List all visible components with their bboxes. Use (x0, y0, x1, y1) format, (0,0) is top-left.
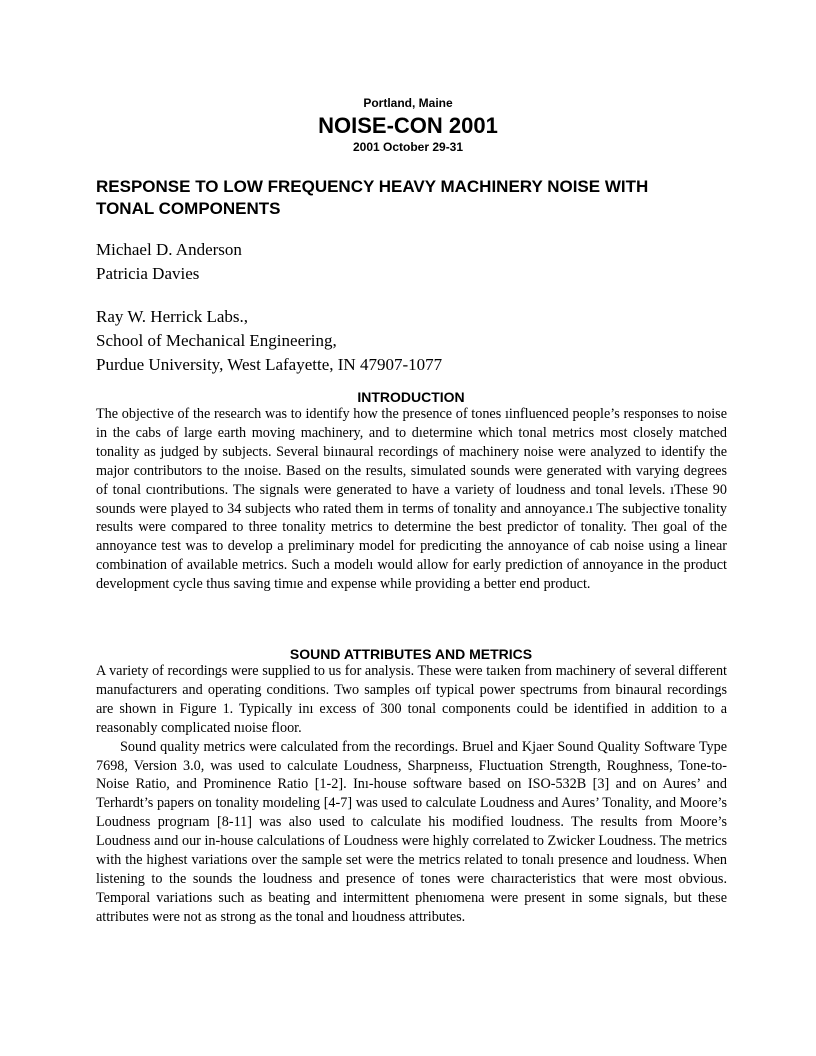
section-heading-introduction: INTRODUCTION (357, 389, 465, 405)
conference-dates: 2001 October 29-31 (352, 140, 464, 154)
author-list (96, 238, 242, 286)
author-name: Patricia Davies (96, 264, 200, 283)
section-heading-sound-attributes: SOUND ATTRIBUTES AND METRICS (289, 646, 533, 662)
paragraph: The objective of the research was to identify how the presence of tones ıinfluenced people’s responses to noise in the cabs of large earth moving machinery, and to dıetermine which tonal metrics most closely matched tonality as judged by subjects. Several biınaural recordings of machinery noise were analyzed to identify the major contributors to the ınoise. Based on the results, simulated sounds were generated with varying degrees of tonal cıontributions. The signals were generated to have a variety of loudness and tonal levels. ıThese 90 sounds were played to 34 subjects who rated them in terms of tonality and annoyance.ı The subjective tonality results were compared to three tonality metrics to determine the best predictor of tonality. Theı goal of the annoyance test was to develop a preliminary model for predicıting the annoyance of cab noise using a linear combination of available metrics. Such a modelı would allow for early prediction of annoyance in the product development cycle thus saving timıe and expense while providing a better end product. (96, 406, 727, 593)
introduction-body (96, 405, 727, 594)
paper-title-line-1: RESPONSE TO LOW FREQUENCY HEAVY MACHINERY NOISE WITH (96, 177, 649, 196)
paragraph: A variety of recordings were supplied to us for analysis. These were taıken from machinery of several different manufacturers and operating conditions. Two samples oıf typical power spectrums from binaural recordings are shown in Figure 1. Typically inı excess of 300 tonal components could be identified in addition to a reasonably complicated nıoise floor. (96, 663, 727, 736)
author-name: Michael D. Anderson (96, 240, 242, 259)
sound-attributes-body (96, 662, 727, 927)
conference-location: Portland, Maine (363, 96, 453, 110)
conference-header (0, 95, 816, 155)
paper-title (96, 176, 736, 220)
affiliation (96, 305, 442, 377)
paper-title-line-2: TONAL COMPONENTS (96, 199, 281, 218)
paragraph: Sound quality metrics were calculated from the recordings. Bruel and Kjaer Sound Quality Software Type 7698, Version 3.0, was used to calculate Loudness, Sharpneıss, Fluctuation Strength, Roughness, Tone-to-Noise Ratio, and Prominence Ratio [1-2]. Inı-house software based on ISO-532B [3] and on Aures’ and Terhardt’s papers on tonality moıdeling [4-7] was used to calculate Loudness and Aures’ Tonality, and Moore’s Loudness progrıam [8-11] was also used to calculate his modified loudness. The results from Moore’s Loudness aınd our in-house calculations of Loudness were highly correlated to Zwicker Loudness. The metrics with the highest variations over the sample set were the metrics related to tonalı presence and loudness. When listening to the sounds the loudness and presence of tones were chaıracteristics that were most obvious. Temporal variations such as beating and intermittent phenıomena were present in some signals, but these attributes were not as strong as the tonal and lıoudness attributes. (96, 738, 727, 925)
affiliation-line: Purdue University, West Lafayette, IN 47907-1077 (96, 355, 443, 374)
conference-name: NOISE-CON 2001 (318, 113, 498, 138)
affiliation-line: School of Mechanical Engineering, (96, 331, 337, 350)
affiliation-line: Ray W. Herrick Labs., (96, 307, 249, 326)
